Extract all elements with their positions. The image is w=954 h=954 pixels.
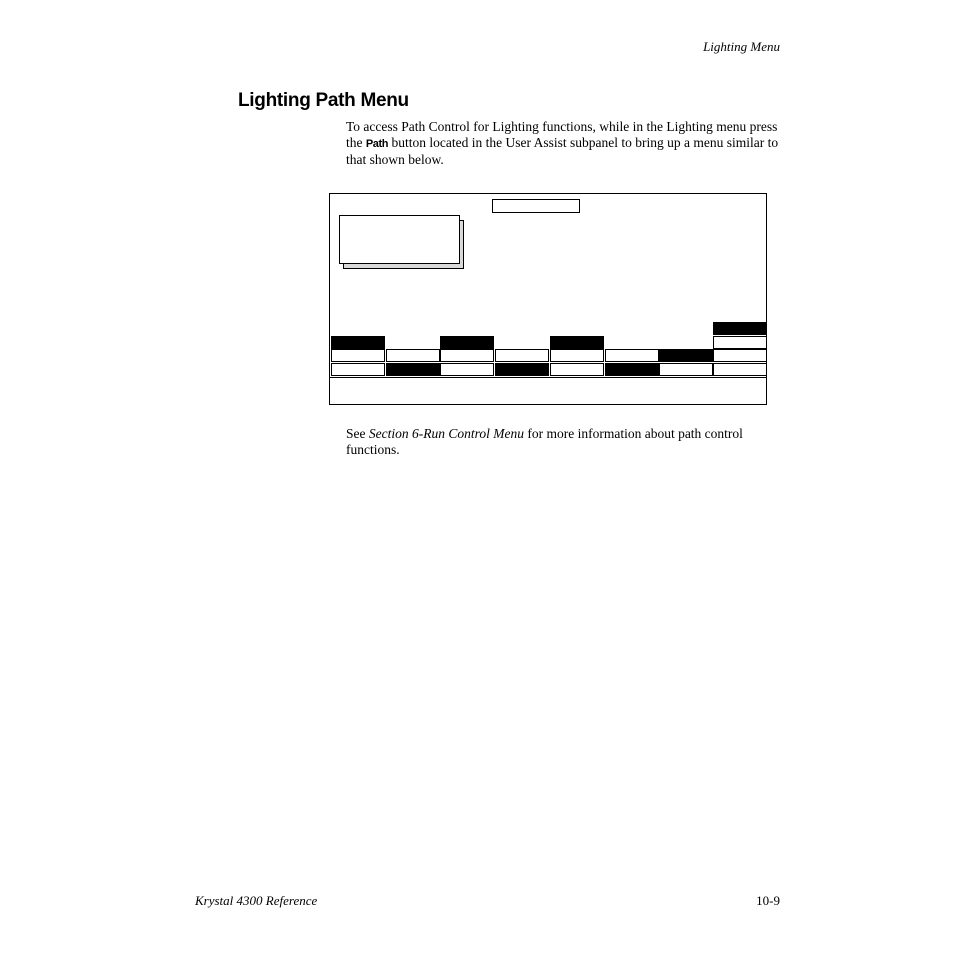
menu-screen-figure bbox=[329, 193, 767, 405]
softkey-1-mid bbox=[331, 349, 385, 362]
page-number: 10-9 bbox=[756, 893, 780, 908]
softkey-5-low bbox=[550, 363, 604, 376]
softkey-header-8 bbox=[713, 322, 767, 335]
status-area-divider bbox=[330, 377, 766, 378]
intro-paragraph bbox=[346, 119, 786, 168]
softkey-2-low bbox=[386, 363, 440, 376]
softkey-header-5 bbox=[550, 336, 604, 349]
popup-window bbox=[339, 215, 460, 264]
path-button-label: Path bbox=[365, 137, 389, 150]
see-also-paragraph bbox=[346, 426, 786, 458]
softkey-4-mid bbox=[495, 349, 549, 362]
softkey-7-mid bbox=[659, 349, 713, 362]
softkey-3-mid bbox=[440, 349, 494, 362]
softkey-2-mid bbox=[386, 349, 440, 362]
section-reference: Section 6-Run Control Menu bbox=[368, 426, 524, 441]
softkey-1-low bbox=[331, 363, 385, 376]
softkey-header-1 bbox=[331, 336, 385, 349]
softkey-6-low bbox=[605, 363, 659, 376]
softkey-5-mid bbox=[550, 349, 604, 362]
footer-document-title: Krystal 4300 Reference bbox=[195, 893, 318, 908]
softkey-7-low bbox=[659, 363, 713, 376]
softkey-6-mid bbox=[605, 349, 659, 362]
softkey-8-low bbox=[713, 363, 767, 376]
section-heading: Lighting Path Menu bbox=[238, 90, 409, 111]
softkey-8-upper bbox=[713, 336, 767, 349]
intro-text-after: button located in the User Assist subpanel to bring up a menu similar to that shown below. bbox=[346, 134, 779, 167]
softkey-8-mid bbox=[713, 349, 767, 362]
see-also-suffix: for more information about path control functions. bbox=[346, 426, 743, 457]
softkey-3-low bbox=[440, 363, 494, 376]
softkey-header-3 bbox=[440, 336, 494, 349]
running-header: Lighting Menu bbox=[703, 39, 780, 54]
softkey-4-low bbox=[495, 363, 549, 376]
menu-title-box bbox=[492, 199, 580, 213]
see-also-prefix: See bbox=[346, 426, 369, 441]
intro-text-before: To access Path Control for Lighting functions, while in the Lighting menu press the bbox=[346, 119, 778, 150]
